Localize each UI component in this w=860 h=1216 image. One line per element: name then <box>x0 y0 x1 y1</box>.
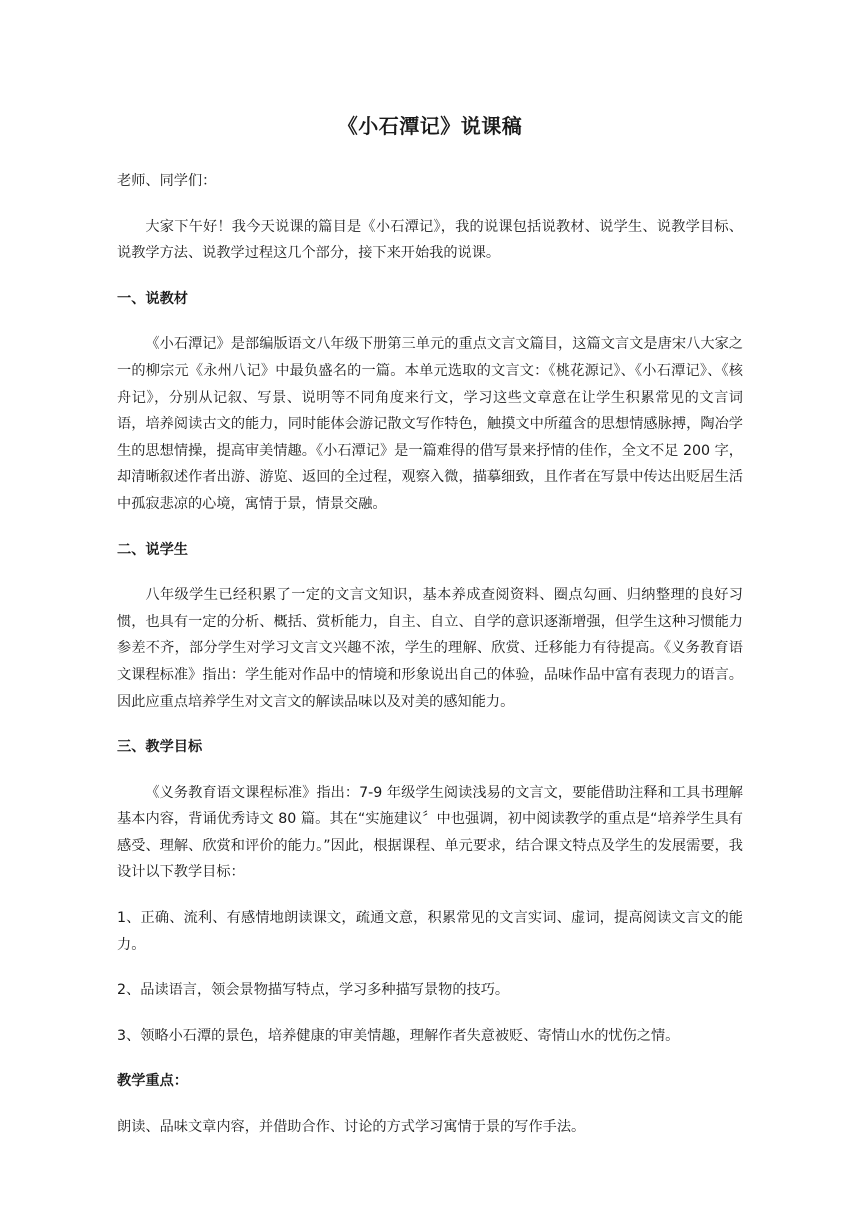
section-body-students: 八年级学生已经积累了一定的文言文知识，基本养成查阅资料、圈点勾画、归纳整理的良好习惯，也具有一定的分析、概括、赏析能力，自主、自立、自学的意识逐渐增强，但学生这种习惯能力参差不齐，部分学生对学习文言文兴趣不浓，学生的理解、欣赏、迁移能力有待提高。《义务教育语文课程标准》指出：学生能对作品中的情境和形象说出自己的体验，品味作品中富有表现力的语言。因此应重点培养学生对文言文的解读品味以及对美的感知能力。 <box>117 587 743 710</box>
key-points-body: 朗读、品味文章内容，并借助合作、讨论的方式学习寓情于景的写作手法。 <box>117 1119 586 1136</box>
section-body-goals: 《义务教育语文课程标准》指出：7-9 年级学生阅读浅易的文言文，要能借助注释和工具书理解基本内容，背诵优秀诗文 80 篇。其在“实施建议〞中也强调，初中阅读教学的重点是“培养学生具有感受、理解、欣赏和评价的能力。”因此，根据课程、单元要求，结合课文特点及学生的发展需要，我设计以下教学目标： <box>117 784 743 881</box>
section-body-textbook: 《小石潭记》是部编版语文八年级下册第三单元的重点文言文篇目，这篇文言文是唐宋八大家之一的柳宗元《永州八记》中最负盛名的一篇。本单元选取的文言文：《桃花源记》、《小石潭记》、《核舟记》，分别从记叙、写景、说明等不同角度来行文，学习这些文章意在让学生积累常见的文言词语，培养阅读古文的能力，同时能体会游记散文写作特色，触摸文中所蕴含的思想情感脉搏，陶冶学生的思想情操，提高审美情趣。《小石潭记》是一篇难得的借写景来抒情的佳作，全文不足 200 字，却清晰叙述作者出游、游览、返回的全过程，观察入微，描摹细致，且作者在写景中传达出贬居生活中孤寂悲凉的心境，寓情于景，情景交融。 <box>117 336 743 512</box>
goal-item-1: 1、正确、流利、有感情地朗读课文，疏通文意，积累常见的文言实词、虚词，提高阅读文言文的能力。 <box>117 910 743 953</box>
document-title: 《小石潭记》说课稿 <box>337 114 523 138</box>
goal-item-3: 3、领略小石潭的景色，培养健康的审美情趣，理解作者失意被贬、寄情山水的忧伤之情。 <box>117 1027 680 1044</box>
section-heading-goals: 三、教学目标 <box>117 739 203 756</box>
goal-item-2: 2、品读语言，领会景物描写特点，学习多种描写景物的技巧。 <box>117 982 510 999</box>
key-points-heading: 教学重点： <box>117 1073 188 1090</box>
greeting-paragraph: 老师、同学们： <box>117 173 217 189</box>
section-heading-textbook: 一、说教材 <box>117 290 188 307</box>
section-heading-students: 二、说学生 <box>117 541 188 558</box>
intro-paragraph: 大家下午好！我今天说课的篇目是《小石潭记》，我的说课包括说教材、说学生、说教学目标、说教学方法、说教学过程这几个部分，接下来开始我的说课。 <box>117 218 743 262</box>
document-body <box>117 168 743 1160</box>
